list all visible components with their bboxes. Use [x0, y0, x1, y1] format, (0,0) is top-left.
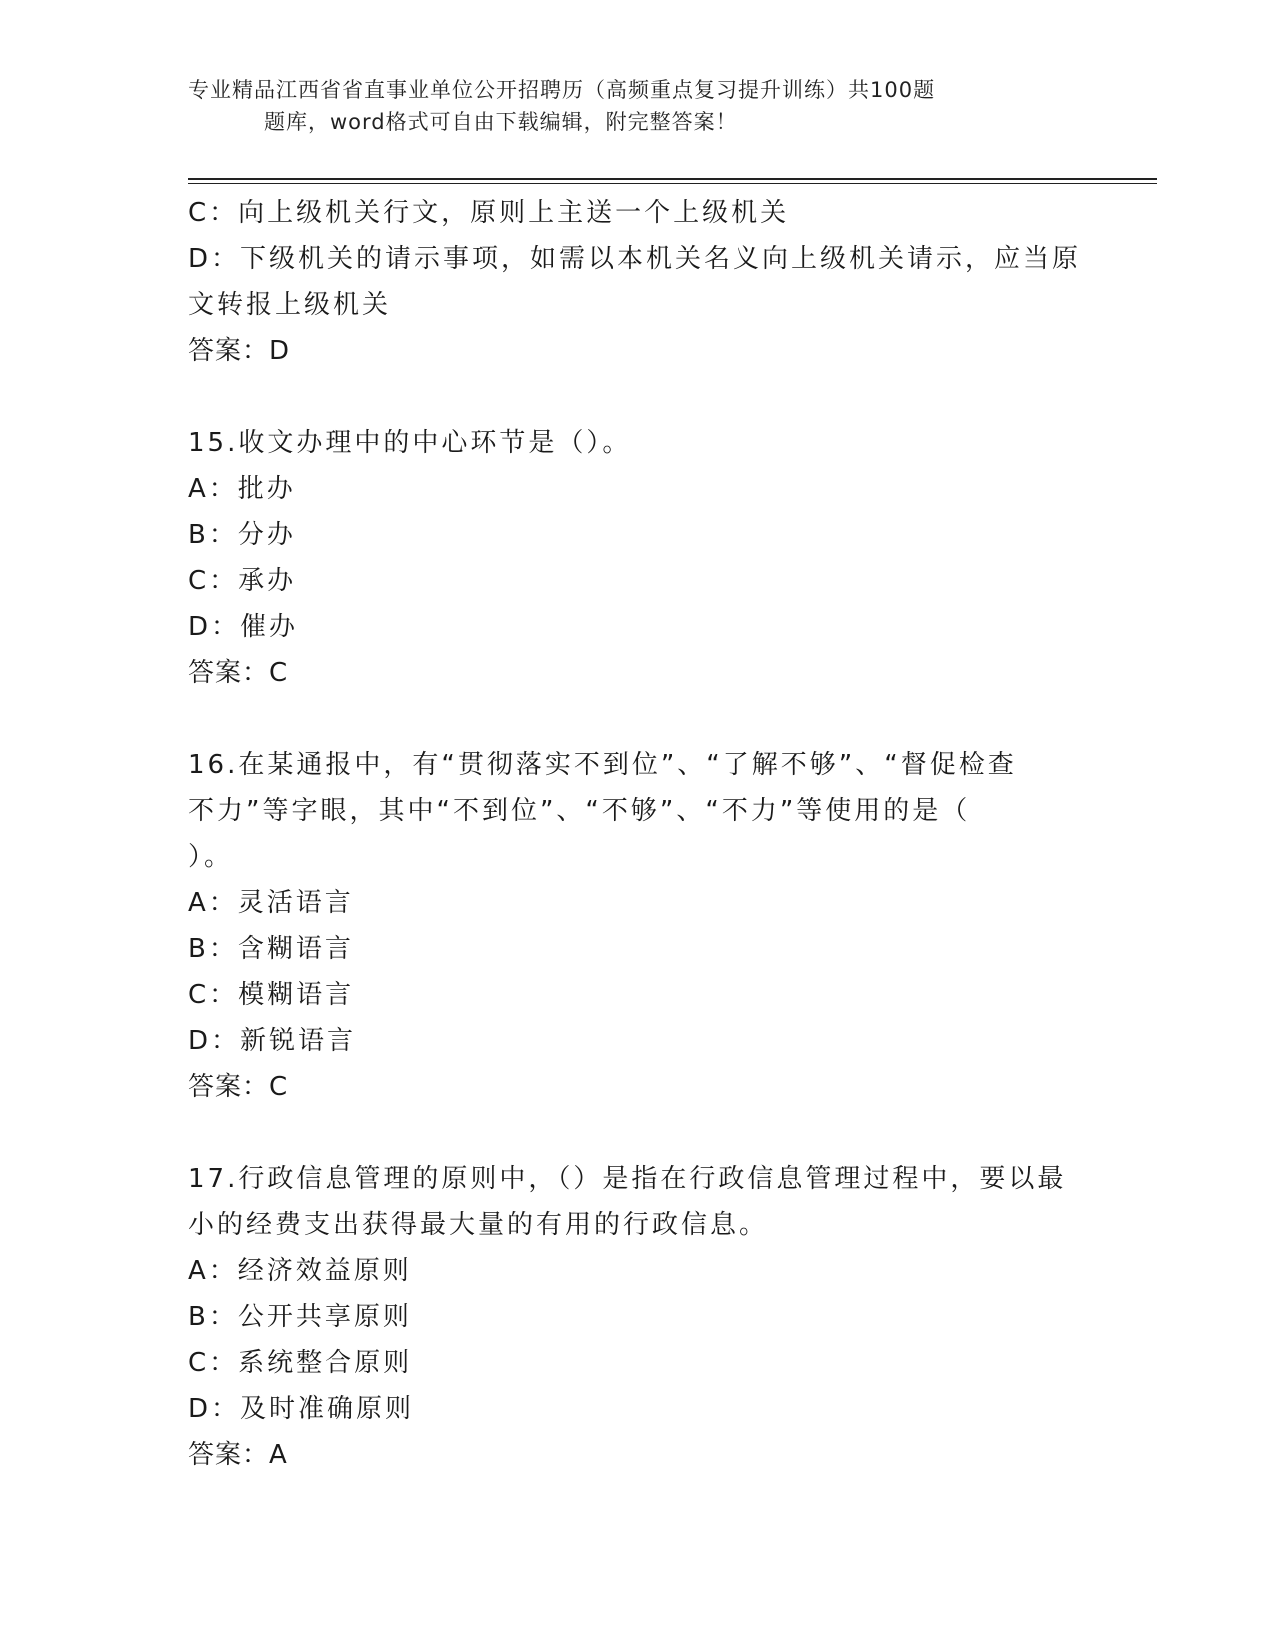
question-17: [188, 1156, 1088, 1478]
option-c: C：承办: [188, 566, 297, 596]
header-rule-thin: [188, 183, 1157, 184]
question-stem-line1: 16.在某通报中，有“贯彻落实不到位”、“了解不够”、“督促检查: [188, 750, 1017, 780]
option-a: A：经济效益原则: [188, 1256, 412, 1286]
answer: 答案：C: [188, 1072, 289, 1102]
option-a: A：灵活语言: [188, 888, 354, 918]
spacer: [188, 696, 1088, 742]
option-d-line2: 文转报上级机关: [188, 290, 392, 320]
question-stem-line2: 不力”等字眼，其中“不到位”、“不够”、“不力”等使用的是（: [188, 796, 971, 826]
question-stem-line1: 17.行政信息管理的原则中，（）是指在行政信息管理过程中，要以最: [188, 1164, 1067, 1194]
option-a: A：批办: [188, 474, 296, 504]
option-d: D：新锐语言: [188, 1026, 357, 1056]
header-rule-thick: [188, 178, 1157, 180]
question-14-tail: [188, 190, 1088, 374]
option-b: B：含糊语言: [188, 934, 354, 964]
header-title-line1: 专业精品江西省省直事业单位公开招聘历（高频重点复习提升训练）共100题: [188, 78, 936, 102]
answer: 答案：A: [188, 1440, 288, 1470]
question-16: [188, 742, 1088, 1110]
option-d: D：及时准确原则: [188, 1394, 415, 1424]
question-stem: 15.收文办理中的中心环节是（）。: [188, 428, 632, 458]
option-b: B：分办: [188, 520, 296, 550]
question-15: [188, 420, 1088, 696]
option-c: C：向上级机关行文，原则上主送一个上级机关: [188, 198, 790, 228]
document-header: [188, 74, 1068, 138]
option-d: D：催办: [188, 612, 299, 642]
question-stem-line2: 小的经费支出获得最大量的有用的行政信息。: [188, 1210, 769, 1240]
option-c: C：系统整合原则: [188, 1348, 413, 1378]
answer: 答案：D: [188, 336, 291, 366]
option-d-line1: D：下级机关的请示事项，如需以本机关名义向上级机关请示，应当原: [188, 244, 1082, 274]
answer: 答案：C: [188, 658, 289, 688]
document-body: [188, 190, 1088, 1478]
question-stem-line3: ）。: [188, 842, 234, 872]
option-c: C：模糊语言: [188, 980, 355, 1010]
spacer: [188, 374, 1088, 420]
header-title-line2: 题库，word格式可自由下载编辑，附完整答案！: [264, 110, 738, 134]
option-b: B：公开共享原则: [188, 1302, 412, 1332]
spacer: [188, 1110, 1088, 1156]
